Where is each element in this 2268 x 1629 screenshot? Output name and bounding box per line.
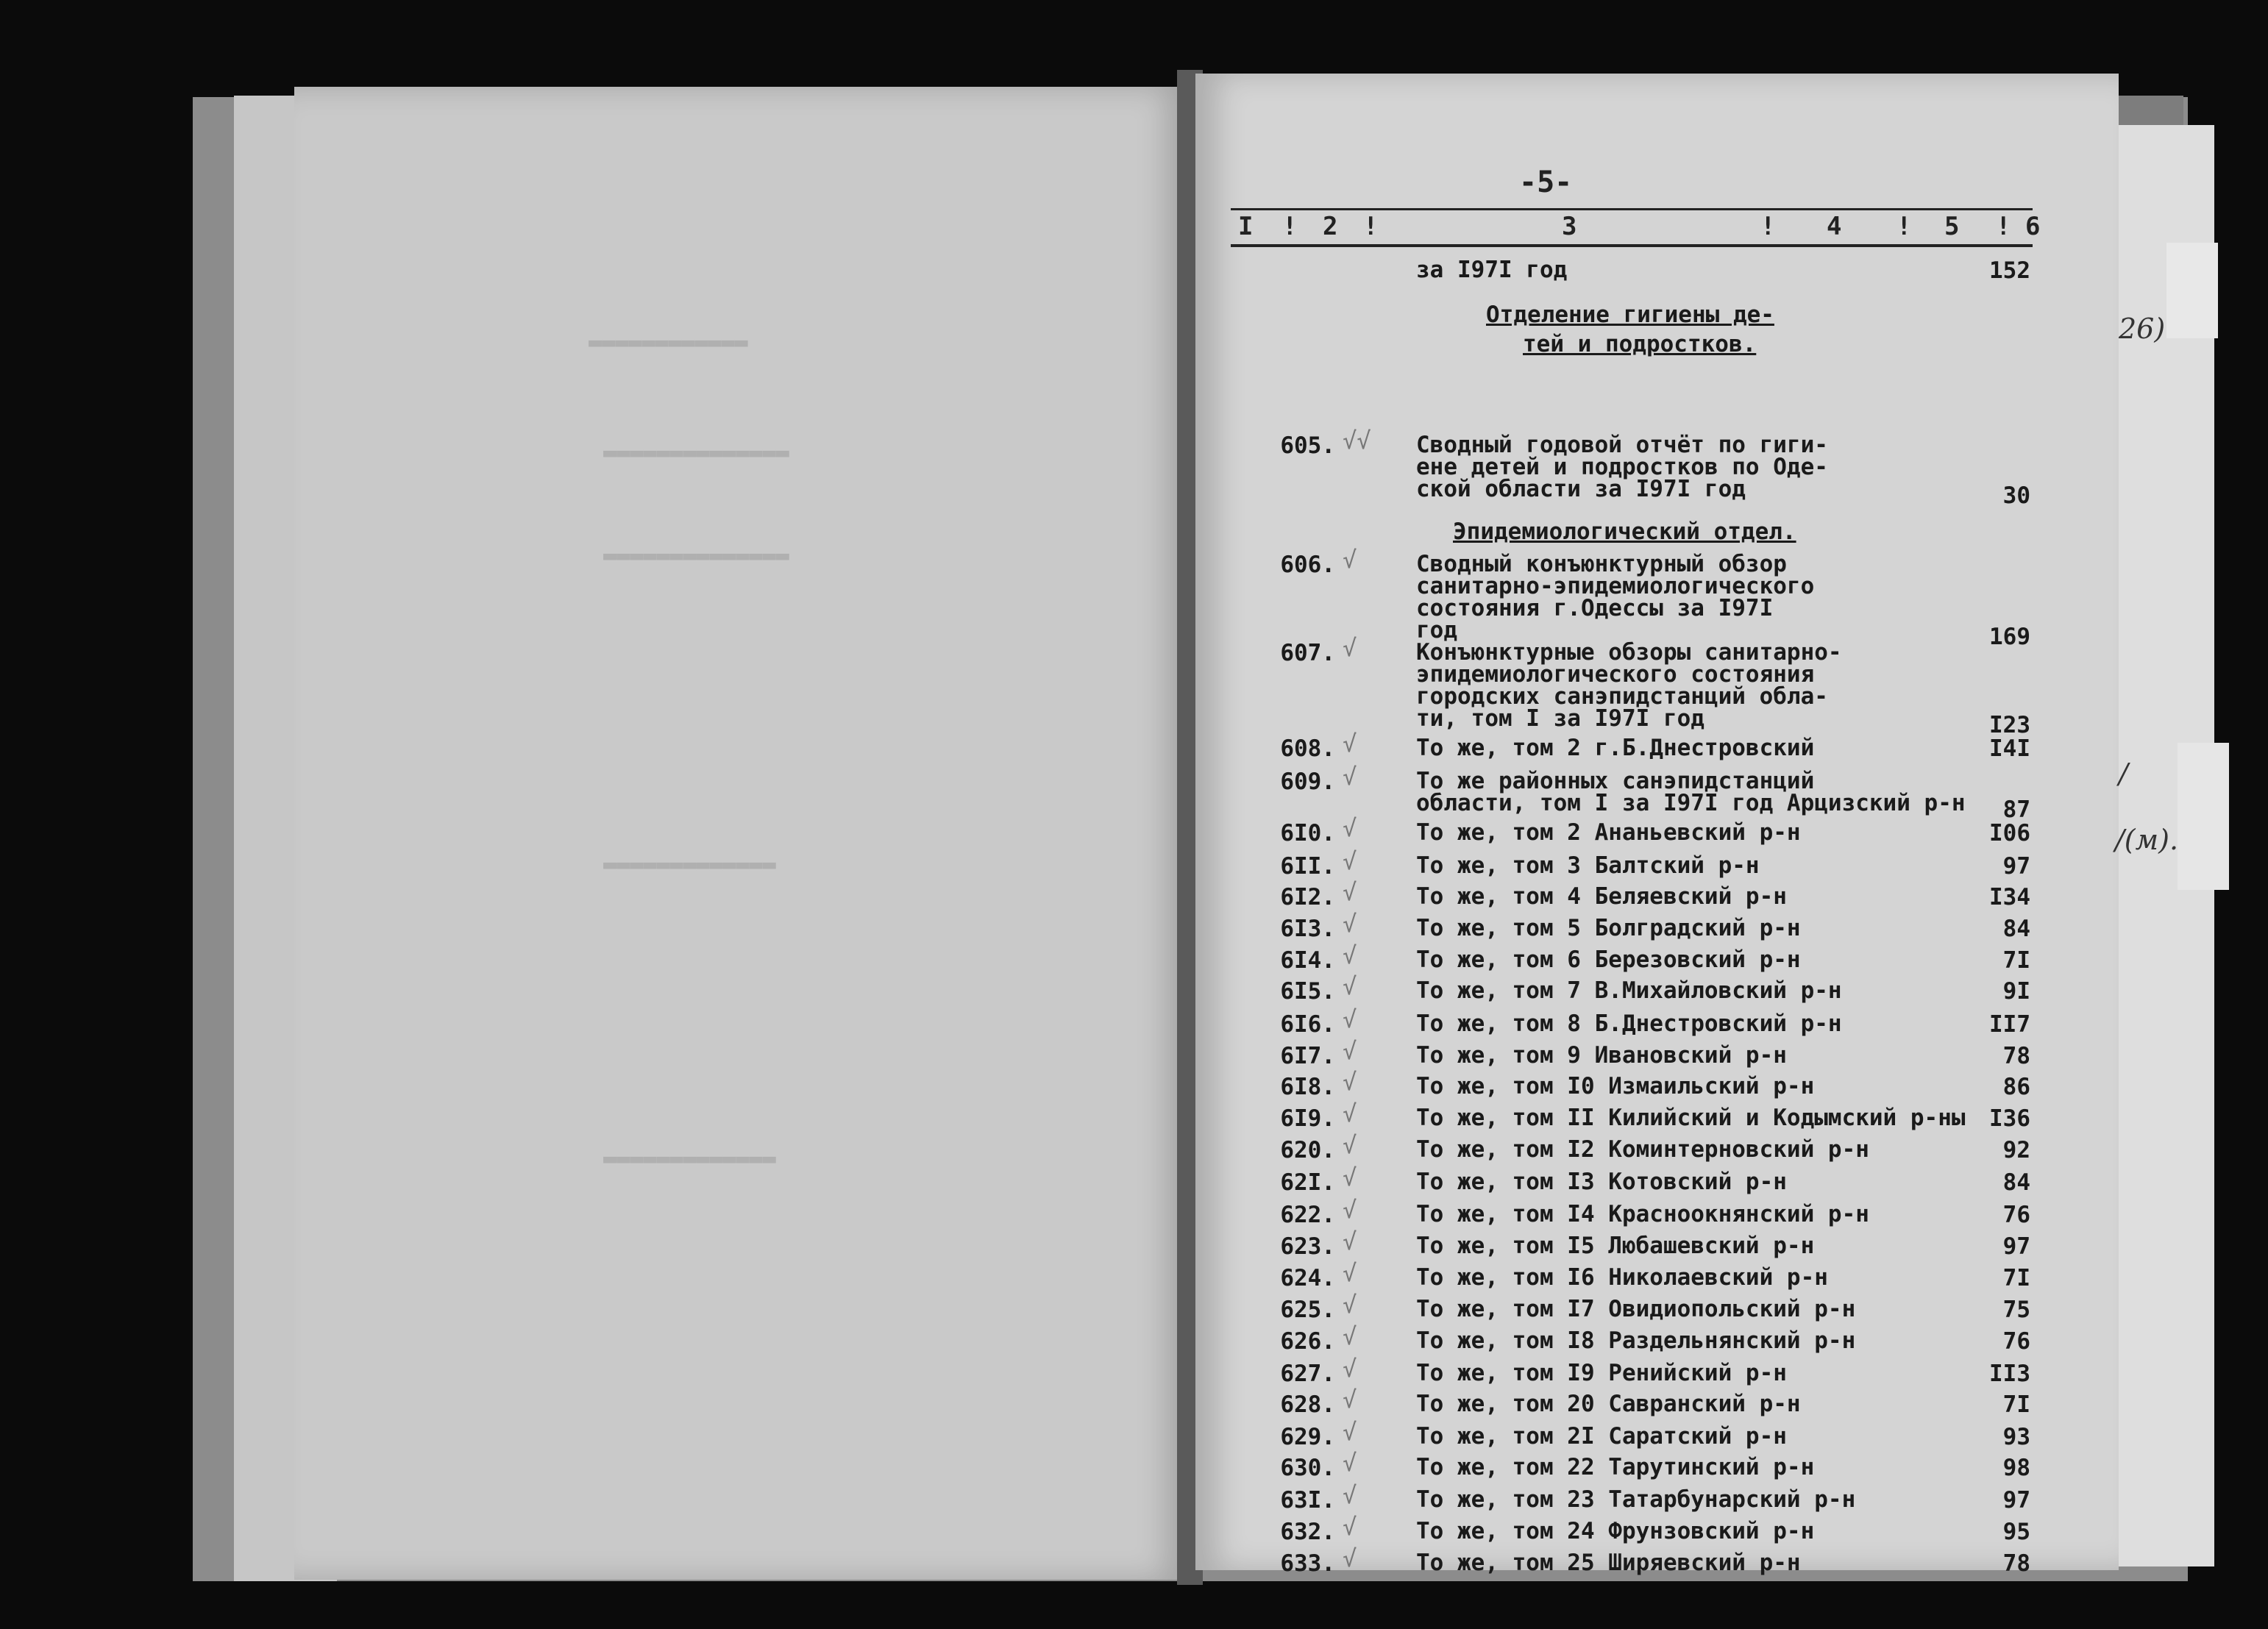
entry-quantity: 7I: [2002, 1391, 2030, 1418]
column-header-cell: I: [1238, 212, 1254, 241]
column-header-cell: !: [1363, 212, 1379, 241]
entry-quantity: I23: [1989, 712, 2030, 738]
margin-note: 26): [2119, 313, 2166, 345]
entry-number: 6I4.: [1280, 947, 1335, 974]
entry-text-line: То же, том I4 Красноокнянский р-н: [1416, 1201, 1869, 1227]
entry-text-line: То же, том 2 Ананьевский р-н: [1416, 819, 1801, 846]
entry-text-line: эпидемиологического состояния: [1416, 661, 1815, 688]
entry-text-line: То же, том I2 Коминтерновский р-н: [1416, 1136, 1869, 1163]
entry-text-line: То же, том 20 Савранский р-н: [1416, 1391, 1801, 1417]
entry-text-line: То же, том 22 Тарутинский р-н: [1416, 1454, 1815, 1480]
column-header-cell: !: [1996, 212, 2011, 241]
entry-text-line: То же, том 4 Беляевский р-н: [1416, 883, 1787, 910]
check-mark: √: [1343, 1196, 1357, 1224]
check-mark: √√: [1343, 427, 1371, 455]
check-mark: √: [1343, 1227, 1357, 1255]
continued-text: за I97I год: [1416, 257, 1568, 283]
check-mark: √: [1343, 1291, 1357, 1319]
entry-number: 633.: [1280, 1550, 1335, 1577]
entries-list: [1195, 74, 2119, 1577]
entry-quantity: 75: [2002, 1297, 2030, 1323]
entry-quantity: 7I: [2002, 1265, 2030, 1291]
entry-text-line: ской области за I97I год: [1416, 476, 1746, 502]
entry-quantity: II7: [1989, 1011, 2030, 1038]
check-mark: √: [1343, 1068, 1357, 1096]
check-mark: √: [1343, 1005, 1357, 1033]
entry-text-line: ене детей и подростков по Оде-: [1416, 454, 1828, 480]
check-mark: √: [1343, 1322, 1357, 1350]
entry-number: 6I0.: [1280, 820, 1335, 846]
column-header-cell: 6: [2025, 212, 2041, 241]
entry-text-line: То же, том I5 Любашевский р-н: [1416, 1233, 1815, 1259]
column-header-cell: 4: [1827, 212, 1842, 241]
column-header-cell: !: [1282, 212, 1298, 241]
entry-quantity: 97: [2002, 853, 2030, 880]
entry-text-line: То же, том I8 Раздельнянский р-н: [1416, 1327, 1856, 1354]
margin-note: /(м).: [2115, 824, 2179, 856]
entry-number: 607.: [1280, 640, 1335, 666]
check-mark: √: [1343, 634, 1357, 662]
entry-text-line: городских санэпидстанций обла-: [1416, 683, 1828, 710]
column-header-cell: 3: [1562, 212, 1577, 241]
entry-number: 606.: [1280, 552, 1335, 578]
entry-quantity: 78: [2002, 1043, 2030, 1069]
entry-number: 626.: [1280, 1328, 1335, 1355]
entry-text-line: Конъюнктурные обзоры санитарно-: [1416, 639, 1842, 666]
column-header-cell: !: [1760, 212, 1776, 241]
entry-quantity: 78: [2002, 1550, 2030, 1577]
entry-quantity: 7I: [2002, 947, 2030, 974]
bleed-through-text: ▬▬▬▬▬▬▬▬▬▬▬▬▬▬: [603, 440, 789, 466]
entry-text-line: санитарно-эпидемиологического: [1416, 573, 1815, 599]
column-header-cell: !: [1896, 212, 1912, 241]
continued-qty: 152: [1989, 257, 2030, 284]
entry-quantity: I34: [1989, 884, 2030, 910]
entry-quantity: 9I: [2002, 978, 2030, 1005]
entry-quantity: 86: [2002, 1074, 2030, 1100]
entry-text-line: То же, том I6 Николаевский р-н: [1416, 1264, 1828, 1291]
section-title-line: Эпидемиологический отдел.: [1453, 518, 1796, 545]
paper-tab: [2178, 743, 2229, 890]
entry-number: 632.: [1280, 1519, 1335, 1545]
left-page: [294, 87, 1188, 1580]
entry-number: 6I5.: [1280, 978, 1335, 1005]
entry-text-line: То же, том 2 г.Б.Днестровский: [1416, 735, 1815, 761]
entry-number: 620.: [1280, 1137, 1335, 1163]
entry-number: 6I7.: [1280, 1043, 1335, 1069]
entry-quantity: I4I: [1989, 735, 2030, 762]
entry-number: 629.: [1280, 1424, 1335, 1450]
entry-text-line: Сводный конъюнктурный обзор: [1416, 551, 1787, 577]
entry-text-line: То же, том 2I Саратский р-н: [1416, 1423, 1787, 1450]
entry-quantity: 76: [2002, 1202, 2030, 1228]
entry-text-line: То же, том 3 Балтский р-н: [1416, 852, 1760, 879]
entry-text-line: То же районных санэпидстанций: [1416, 768, 1815, 794]
entry-quantity: 95: [2002, 1519, 2030, 1545]
entry-number: 609.: [1280, 769, 1335, 795]
entry-text-line: год: [1416, 617, 1457, 644]
section-title-line: Отделение гигиены де-: [1486, 302, 1774, 328]
bleed-through-text: ▬▬▬▬▬▬▬▬▬▬▬▬▬▬: [603, 543, 789, 568]
check-mark: √: [1343, 878, 1357, 906]
check-mark: √: [1343, 763, 1357, 791]
entry-text-line: То же, том 23 Татарбунарский р-н: [1416, 1486, 1856, 1513]
entry-quantity: 84: [2002, 916, 2030, 942]
entry-number: 62I.: [1280, 1169, 1335, 1196]
column-header-cell: 5: [1944, 212, 1960, 241]
entry-quantity: 98: [2002, 1455, 2030, 1481]
entry-number: 623.: [1280, 1233, 1335, 1260]
bleed-through-text: ▬▬▬▬▬▬▬▬▬▬▬▬: [589, 329, 748, 355]
check-mark: √: [1343, 941, 1357, 969]
entry-number: 6II.: [1280, 853, 1335, 880]
entry-number: 608.: [1280, 735, 1335, 762]
entry-text-line: То же, том I3 Котовский р-н: [1416, 1169, 1787, 1195]
check-mark: √: [1343, 1259, 1357, 1287]
entry-text-line: То же, том 25 Ширяевский р-н: [1416, 1550, 1801, 1576]
entry-quantity: 76: [2002, 1328, 2030, 1355]
check-mark: √: [1343, 972, 1357, 1000]
entry-number: 630.: [1280, 1455, 1335, 1481]
entry-text-line: То же, том I9 Ренийский р-н: [1416, 1360, 1787, 1386]
page-number: -5-: [1519, 165, 1573, 199]
paper-tab: [2166, 243, 2218, 338]
entry-number: 6I9.: [1280, 1105, 1335, 1132]
check-mark: √: [1343, 910, 1357, 938]
entry-text-line: То же, том I0 Измаильский р-н: [1416, 1073, 1815, 1099]
margin-note: /: [2119, 758, 2128, 790]
entry-quantity: 97: [2002, 1233, 2030, 1260]
entry-number: 622.: [1280, 1202, 1335, 1228]
entry-quantity: I36: [1989, 1105, 2030, 1132]
entry-quantity: 87: [2002, 796, 2030, 823]
check-mark: √: [1343, 1355, 1357, 1383]
entry-number: 605.: [1280, 432, 1335, 459]
entry-number: 63I.: [1280, 1487, 1335, 1514]
check-mark: √: [1343, 1163, 1357, 1191]
check-mark: √: [1343, 1099, 1357, 1127]
bleed-through-text: ▬▬▬▬▬▬▬▬▬▬▬▬▬: [603, 852, 776, 877]
check-mark: √: [1343, 1513, 1357, 1541]
check-mark: √: [1343, 1418, 1357, 1446]
entry-quantity: 97: [2002, 1487, 2030, 1514]
entry-quantity: I06: [1989, 820, 2030, 846]
section-title-line: тей и подростков.: [1523, 331, 1757, 357]
entry-number: 628.: [1280, 1391, 1335, 1418]
check-mark: √: [1343, 1481, 1357, 1509]
entry-quantity: 93: [2002, 1424, 2030, 1450]
entry-text-line: То же, том 9 Ивановский р-н: [1416, 1042, 1787, 1069]
check-mark: √: [1343, 1131, 1357, 1159]
entry-text-line: области, том I за I97I год Арцизский р-н: [1416, 790, 1966, 816]
check-mark: √: [1343, 1544, 1357, 1572]
entry-number: 627.: [1280, 1361, 1335, 1387]
entry-text-line: ти, том I за I97I год: [1416, 705, 1704, 732]
entry-number: 6I6.: [1280, 1011, 1335, 1038]
entry-text-line: Сводный годовой отчёт по гиги-: [1416, 432, 1828, 458]
entry-quantity: 169: [1989, 624, 2030, 650]
check-mark: √: [1343, 1037, 1357, 1065]
check-mark: √: [1343, 1386, 1357, 1414]
check-mark: √: [1343, 1449, 1357, 1477]
entry-number: 6I2.: [1280, 884, 1335, 910]
check-mark: √: [1343, 814, 1357, 842]
entry-text-line: То же, том 7 В.Михайловский р-н: [1416, 977, 1842, 1004]
entry-number: 624.: [1280, 1265, 1335, 1291]
entry-text-line: То же, том II Килийский и Кодымский р-ны: [1416, 1105, 1966, 1131]
entry-text-line: То же, том 24 Фрунзовский р-н: [1416, 1518, 1815, 1544]
entry-quantity: II3: [1989, 1361, 2030, 1387]
entry-text-line: То же, том 5 Болградский р-н: [1416, 915, 1801, 941]
column-header-cell: 2: [1323, 212, 1338, 241]
check-mark: √: [1343, 730, 1357, 758]
entry-number: 625.: [1280, 1297, 1335, 1323]
entry-number: 6I8.: [1280, 1074, 1335, 1100]
right-page: [1195, 74, 2119, 1577]
entry-text-line: То же, том I7 Овидиопольский р-н: [1416, 1296, 1856, 1322]
entry-quantity: 84: [2002, 1169, 2030, 1196]
entry-number: 6I3.: [1280, 916, 1335, 942]
check-mark: √: [1343, 847, 1357, 875]
entry-quantity: 30: [2002, 482, 2030, 509]
check-mark: √: [1343, 546, 1357, 574]
bleed-through-text: ▬▬▬▬▬▬▬▬▬▬▬▬▬: [603, 1146, 776, 1172]
entry-text-line: То же, том 8 Б.Днестровский р-н: [1416, 1010, 1842, 1037]
entry-quantity: 92: [2002, 1137, 2030, 1163]
entry-text-line: То же, том 6 Березовский р-н: [1416, 947, 1801, 973]
entry-text-line: состояния г.Одессы за I97I: [1416, 595, 1774, 621]
